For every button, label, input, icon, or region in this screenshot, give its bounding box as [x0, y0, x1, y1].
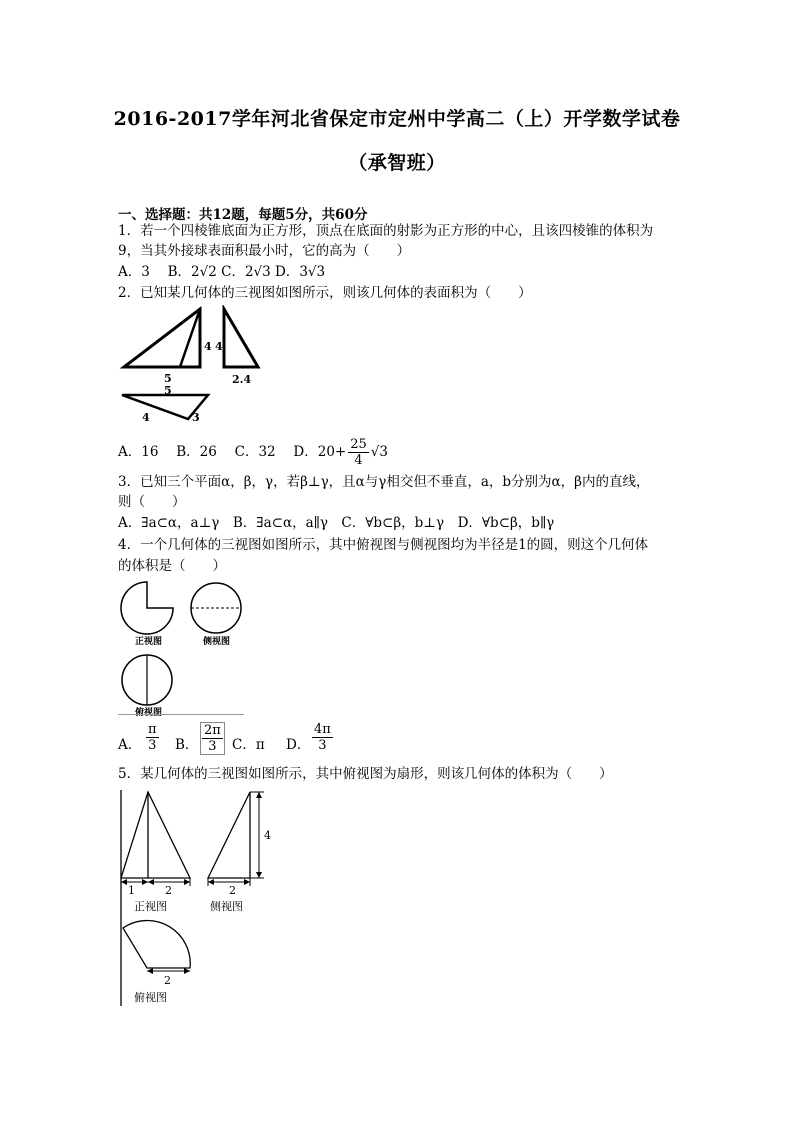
q4-opt-d: D．	[286, 737, 311, 753]
q2-front-view	[124, 309, 200, 367]
q5-three-view-figure	[118, 786, 278, 1008]
q4-opt-b-num: 2π	[204, 723, 221, 738]
q5-label-top-w: 2	[164, 974, 171, 987]
q2-options	[118, 436, 388, 468]
q5-arrow-7	[256, 792, 262, 798]
q5-arrow-1	[121, 879, 127, 885]
q4-opt-b-frac	[200, 722, 225, 755]
q4-options	[118, 722, 378, 760]
q2-label-front-w: 5	[164, 372, 172, 385]
q5-label-side-h: 4	[264, 829, 271, 842]
q4-opt-d-den: 3	[318, 738, 327, 753]
q5-label-front-b: 2	[165, 884, 172, 897]
q3-options: A．∃a⊂α，a⊥γ B．∃a⊂α，a∥γ C．∀b⊂β，b⊥γ D．∀b⊂β，b∥γ	[118, 515, 555, 531]
q4-opt-b: B．	[175, 737, 199, 753]
q4-label-side: 侧视图	[203, 637, 231, 647]
q2-label-side-w: 2.4	[232, 373, 252, 386]
q5-label-front-a: 1	[128, 884, 135, 897]
q5-arrow-4	[184, 879, 190, 885]
q5-front-view	[121, 792, 190, 878]
q2-fraction	[348, 437, 369, 468]
q2-options-prefix: A．16 B．26 C．32 D．20+	[118, 444, 347, 460]
q5-arrow-2	[142, 879, 148, 885]
q2-frac-num: 25	[350, 437, 367, 452]
q2-label-side-h: 4	[215, 340, 223, 353]
q5-label-side-w: 2	[229, 884, 236, 897]
q4-opt-d-num: 4π	[314, 722, 331, 737]
q2-frac-den: 4	[354, 453, 363, 468]
q5-stem: 5．某几何体的三视图如图所示，其中俯视图为扇形，则该几何体的体积为（ ）	[118, 766, 613, 782]
q4-opt-d-frac	[312, 722, 333, 753]
q5-label-front-name: 正视图	[134, 900, 167, 913]
q4-opt-a-den: 3	[148, 738, 157, 753]
q1-line2: 9，当其外接球表面积最小时，它的高为（ ）	[118, 243, 411, 259]
q4-label-top: 俯视图	[135, 708, 163, 718]
q3-line1: 3．已知三个平面α，β，γ，若β⊥γ，且α与γ相交但不垂直，a，b分别为α，β内的直线，	[118, 474, 650, 490]
q5-arrow-10	[184, 968, 190, 974]
q4-line1: 4．一个几何体的三视图如图所示，其中俯视图与侧视图均为半径是1的圆，则这个几何体	[118, 537, 649, 553]
q1-line1: 1．若一个四棱锥底面为正方形，顶点在底面的射影为正方形的中心，且该四棱锥的体积为	[118, 223, 654, 239]
q4-opt-c: C．π	[232, 737, 265, 753]
q5-label-top-name: 俯视图	[134, 991, 167, 1004]
q2-stem: 2．已知某几何体的三视图如图所示，则该几何体的表面积为（ ）	[118, 285, 532, 301]
q2-label-top-a: 5	[164, 384, 172, 397]
q2-three-view-figure	[118, 305, 278, 430]
q2-side-view	[224, 309, 258, 367]
q3-line2: 则（ ）	[118, 494, 186, 510]
q5-arrow-3	[148, 879, 154, 885]
q2-label-top-c: 3	[192, 411, 200, 424]
q5-side-view	[208, 792, 250, 878]
q5-arrow-6	[244, 879, 250, 885]
q4-opt-a-num: π	[148, 722, 157, 737]
q2-label-top-b: 4	[142, 411, 150, 424]
q2-label-front-h: 4	[204, 340, 212, 353]
q4-figure-divider	[118, 714, 244, 715]
q5-label-side-name: 侧视图	[210, 900, 243, 913]
q4-three-view-figure	[118, 578, 248, 718]
section-heading: 一、选择题：共12题，每题5分，共60分	[118, 207, 368, 223]
q4-line2: 的体积是（ ）	[118, 558, 226, 574]
page-title: 2016-2017学年河北省保定市定州中学高二（上）开学数学试卷	[113, 108, 681, 130]
q5-top-view	[123, 921, 190, 968]
q4-opt-a: A．	[118, 737, 142, 753]
q4-opt-a-frac	[146, 722, 159, 753]
q1-options: A．3 B．2√2 C．2√3 D．3√3	[118, 264, 326, 280]
q2-options-suffix: √3	[370, 444, 388, 460]
page-subtitle: （承智班）	[348, 152, 446, 174]
q4-label-front: 正视图	[135, 637, 163, 647]
q5-arrow-8	[256, 872, 262, 878]
q4-opt-b-den: 3	[208, 739, 217, 754]
q4-front-view	[121, 582, 173, 634]
q5-arrow-5	[208, 879, 214, 885]
q5-arrow-9	[147, 968, 153, 974]
